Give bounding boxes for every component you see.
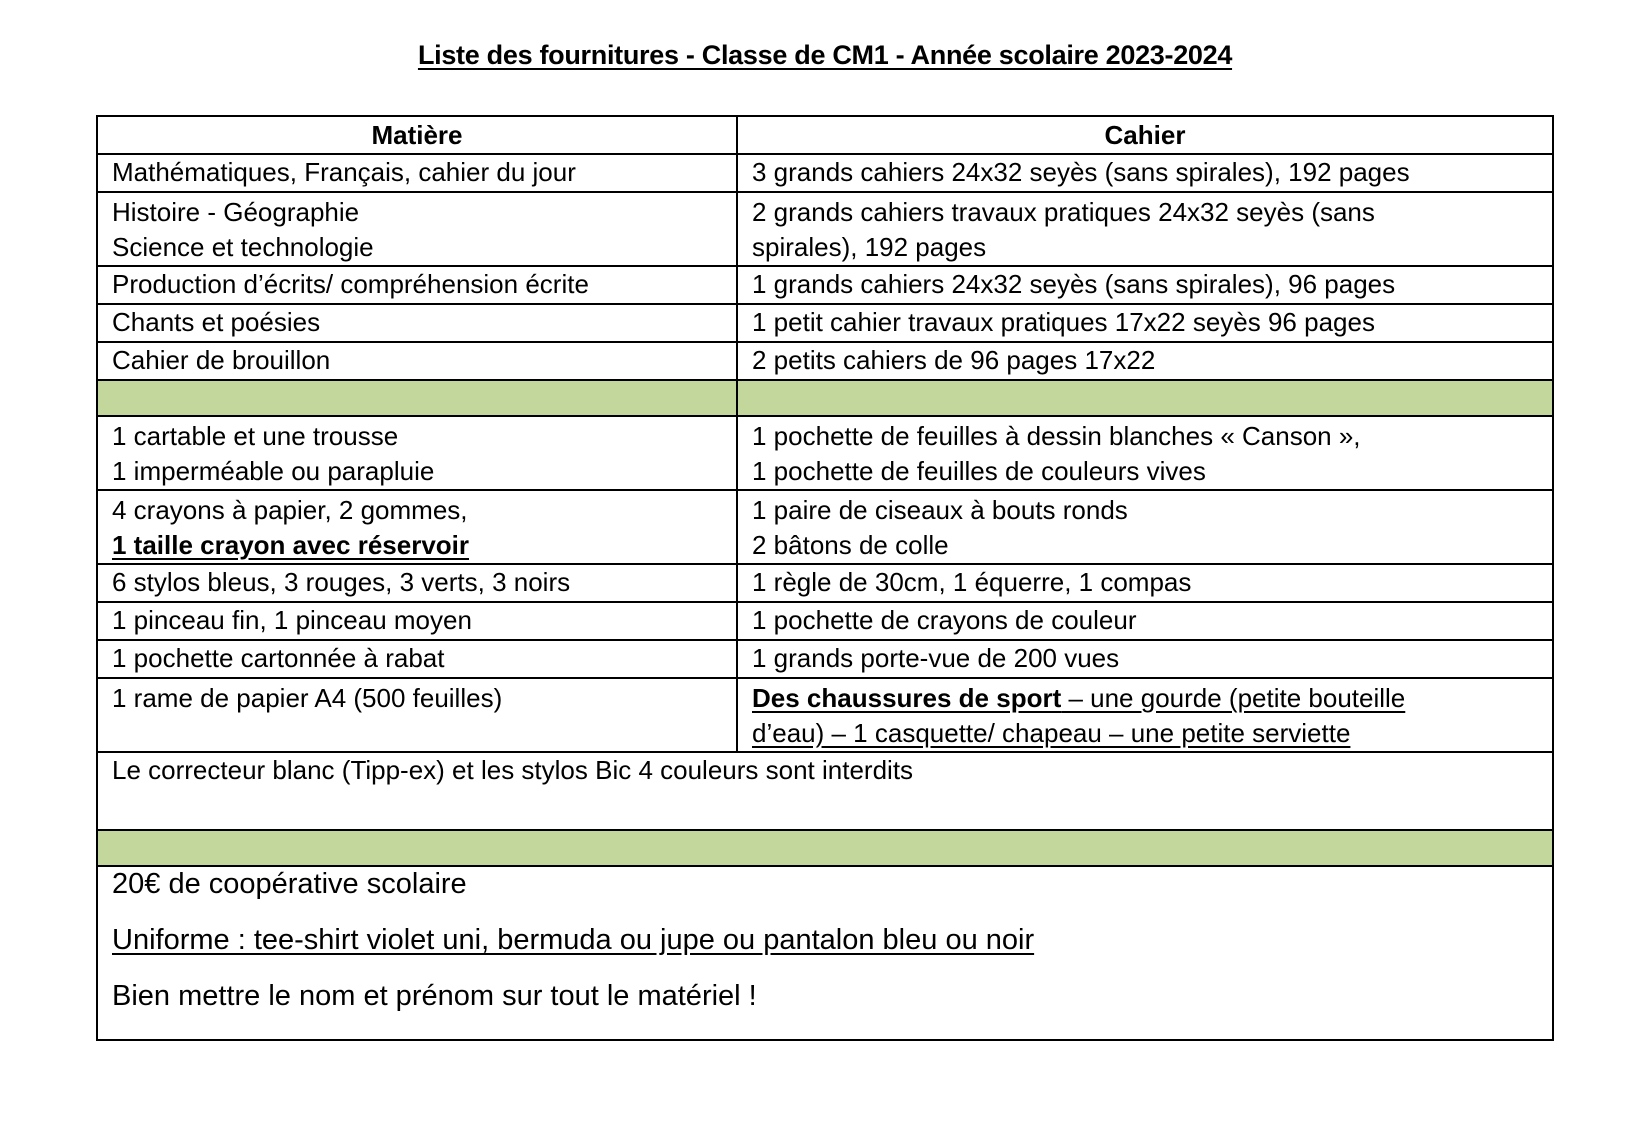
table-header-row	[97, 116, 1553, 154]
table-row	[97, 266, 1553, 304]
table-row	[97, 490, 1553, 564]
supply-cell-left: 1 pochette cartonnée à rabat	[97, 640, 737, 678]
supply-cell-right: Des chaussures de sport – une gourde (petite bouteille d’eau) – 1 casquette/ chapeau – une petite serviette	[737, 678, 1553, 752]
cahier-cell: 2 grands cahiers travaux pratiques 24x32 seyès (sans spirales), 192 pages	[737, 192, 1553, 266]
cahier-cell: 2 petits cahiers de 96 pages 17x22	[737, 342, 1553, 380]
document-title: Liste des fournitures - Classe de CM1 - Année scolaire 2023-2024	[417, 40, 1233, 70]
footer-cell	[97, 866, 1553, 1040]
uniform-note: Uniforme : tee-shirt violet uni, bermuda ou jupe ou pantalon bleu ou noir	[112, 924, 1035, 956]
separator-cell	[97, 830, 1553, 866]
matiere-cell: Cahier de brouillon	[97, 342, 737, 380]
notice-row	[97, 752, 1553, 830]
supply-cell-right: 1 pochette de crayons de couleur	[737, 602, 1553, 640]
supply-cell-left: 4 crayons à papier, 2 gommes, 1 taille crayon avec réservoir	[97, 490, 737, 564]
matiere-cell: Chants et poésies	[97, 304, 737, 342]
supply-cell-right: 1 pochette de feuilles à dessin blanches « Canson », 1 pochette de feuilles de couleurs vives	[737, 416, 1553, 490]
footer-row	[97, 866, 1553, 1040]
table-row	[97, 342, 1553, 380]
table-row	[97, 678, 1553, 752]
matiere-cell: Histoire - Géographie Science et technologie	[97, 192, 737, 266]
supply-cell-left: 6 stylos bleus, 3 rouges, 3 verts, 3 noirs	[97, 564, 737, 602]
table-row	[97, 154, 1553, 192]
header-matiere: Matière	[97, 116, 737, 154]
cahier-cell: 3 grands cahiers 24x32 seyès (sans spirales), 192 pages	[737, 154, 1553, 192]
table-row	[97, 640, 1553, 678]
supply-cell-right: 1 grands porte-vue de 200 vues	[737, 640, 1553, 678]
supply-cell-left: 1 cartable et une trousse 1 imperméable ou parapluie	[97, 416, 737, 490]
cahier-cell: 1 grands cahiers 24x32 seyès (sans spirales), 96 pages	[737, 266, 1553, 304]
supply-cell-right: 1 règle de 30cm, 1 équerre, 1 compas	[737, 564, 1553, 602]
supply-cell-right: 1 paire de ciseaux à bouts ronds 2 bâtons de colle	[737, 490, 1553, 564]
matiere-cell: Mathématiques, Français, cahier du jour	[97, 154, 737, 192]
table-row	[97, 192, 1553, 266]
emphasized-item: 1 taille crayon avec réservoir	[112, 530, 470, 560]
table-row	[97, 602, 1553, 640]
cahier-cell: 1 petit cahier travaux pratiques 17x22 seyès 96 pages	[737, 304, 1553, 342]
table-row	[97, 304, 1553, 342]
table-row	[97, 416, 1553, 490]
header-cahier: Cahier	[737, 116, 1553, 154]
matiere-cell: Production d’écrits/ compréhension écrite	[97, 266, 737, 304]
forbidden-items-notice: Le correcteur blanc (Tipp-ex) et les stylos Bic 4 couleurs sont interdits	[97, 752, 1553, 830]
emphasized-item: Des chaussures de sport	[752, 683, 1062, 713]
table-row	[97, 564, 1553, 602]
separator-cell	[737, 380, 1553, 416]
separator-row	[97, 380, 1553, 416]
cooperative-fee: 20€ de coopérative scolaire	[112, 868, 467, 900]
supplies-table	[96, 115, 1554, 1041]
separator-row	[97, 830, 1553, 866]
supply-cell-left: 1 rame de papier A4 (500 feuilles)	[97, 678, 737, 752]
name-reminder: Bien mettre le nom et prénom sur tout le matériel !	[112, 980, 757, 1012]
separator-cell	[97, 380, 737, 416]
supply-cell-left: 1 pinceau fin, 1 pinceau moyen	[97, 602, 737, 640]
